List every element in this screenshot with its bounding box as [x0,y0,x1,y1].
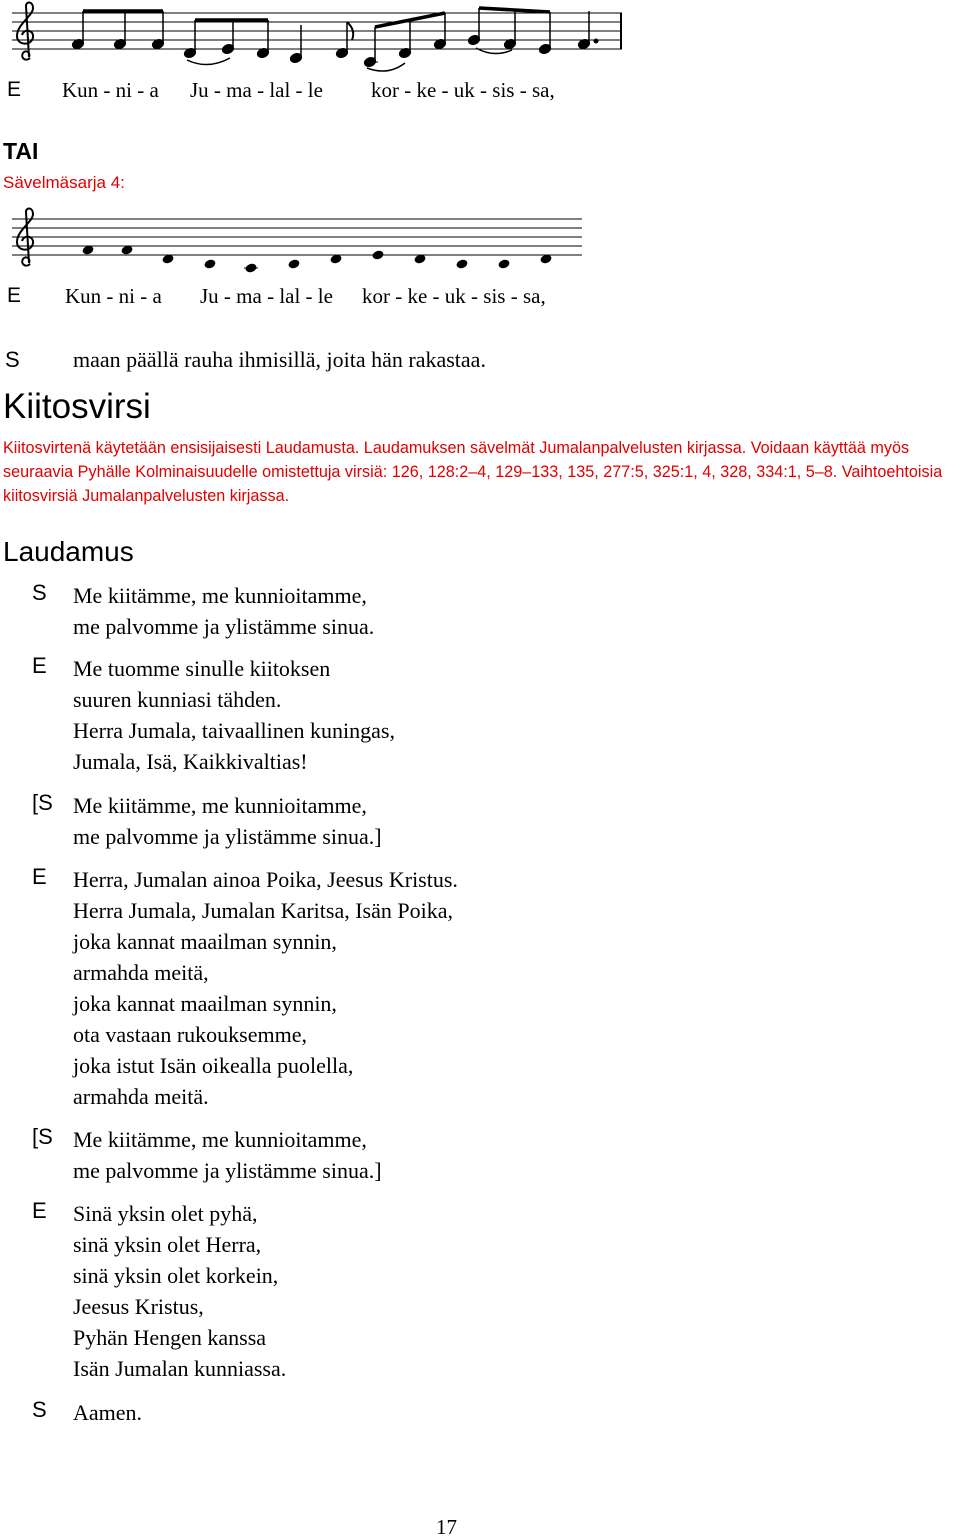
role-marker: E [32,864,47,889]
text-block [73,790,382,852]
text-line: Me kiitämme, me kunnioitamme, [73,583,367,608]
tai-heading: TAI [3,138,39,164]
lyric-syllables: Kun - ni - a [62,78,159,102]
lyric-syllables: kor - ke - uk - sis - sa, [362,284,546,308]
role-marker: S [5,347,20,372]
text-line: ota vastaan rukouksemme, [73,1022,307,1047]
role-marker: [S [32,1124,53,1149]
text-line: joka kannat maailman synnin, [73,929,337,954]
text-line: me palvomme ja ylistämme sinua.] [73,1158,382,1183]
music-staff-2 [0,206,960,286]
text-line: armahda meitä. [73,1084,209,1109]
text-line: Jeesus Kristus, [73,1294,204,1319]
text-line: armahda meitä, [73,960,209,985]
text-line: sinä yksin olet korkein, [73,1263,279,1288]
section-title: Kiitosvirsi [3,387,151,426]
music-staff-1 [0,0,960,80]
lyric-syllables: Ju - ma - lal - le [190,78,323,102]
text-block [73,580,374,642]
rubric-paragraph: Kiitosvirtenä käytetään ensisijaisesti Laudamusta. Laudamuksen sävelmät Jumalanpalvelusten kirjassa. Voidaan käyttää myös seuraavia Pyhälle Kolminaisuudelle omistettuja virsiä: 126, 128:2–4, 129–133, 135, 277:5, 325:1, 4, 328, 334:1, 5–8. Vaihtoehtoisia kiitosvirsiä Jumalanpalvelusten kirjassa. [3,439,943,505]
text-line: Jumala, Isä, Kaikkivaltias! [73,749,308,774]
lyric-syllables: kor - ke - uk - sis - sa, [371,78,555,102]
melody-series-label: Sävelmäsarja 4: [3,173,125,192]
text-block [73,1397,142,1428]
text-line: Isän Jumalan kunniassa. [73,1356,287,1381]
role-marker: E [32,653,47,678]
role-marker: E [7,284,22,307]
rubric-text [3,436,958,508]
role-marker: E [7,78,22,101]
text-line: Herra, Jumalan ainoa Poika, Jeesus Kristus. [73,867,458,892]
text-line: Herra Jumala, Jumalan Karitsa, Isän Poika, [73,898,453,923]
text-line: Herra Jumala, taivaallinen kuningas, [73,718,395,743]
text-block [73,1124,382,1186]
lyric-syllables: Kun - ni - a [65,284,162,308]
text-line: Pyhän Hengen kanssa [73,1325,267,1350]
role-marker: E [32,1198,47,1223]
text-line: Aamen. [73,1400,143,1425]
role-marker: S [32,580,47,605]
role-marker: S [32,1397,47,1422]
text-line: suuren kunniasi tähden. [73,687,282,712]
text-block [73,864,458,1112]
text-line: me palvomme ja ylistämme sinua. [73,614,375,639]
lyric-syllables: Ju - ma - lal - le [200,284,333,308]
text-line: Me tuomme sinulle kiitoksen [73,656,331,681]
text-line: Me kiitämme, me kunnioitamme, [73,1127,367,1152]
text-block [73,1198,286,1384]
page-number: 17 [436,1515,457,1539]
text-line: sinä yksin olet Herra, [73,1232,262,1257]
text-line: joka istut Isän oikealla puolella, [73,1053,354,1078]
text-block [73,653,395,777]
text-line: joka kannat maailman synnin, [73,991,337,1016]
response-text: maan päällä rauha ihmisillä, joita hän rakastaa. [73,347,486,372]
text-line: Sinä yksin olet pyhä, [73,1201,258,1226]
role-marker: [S [32,790,53,815]
text-line: me palvomme ja ylistämme sinua.] [73,824,382,849]
section-title: Laudamus [3,536,134,567]
text-line: Me kiitämme, me kunnioitamme, [73,793,367,818]
